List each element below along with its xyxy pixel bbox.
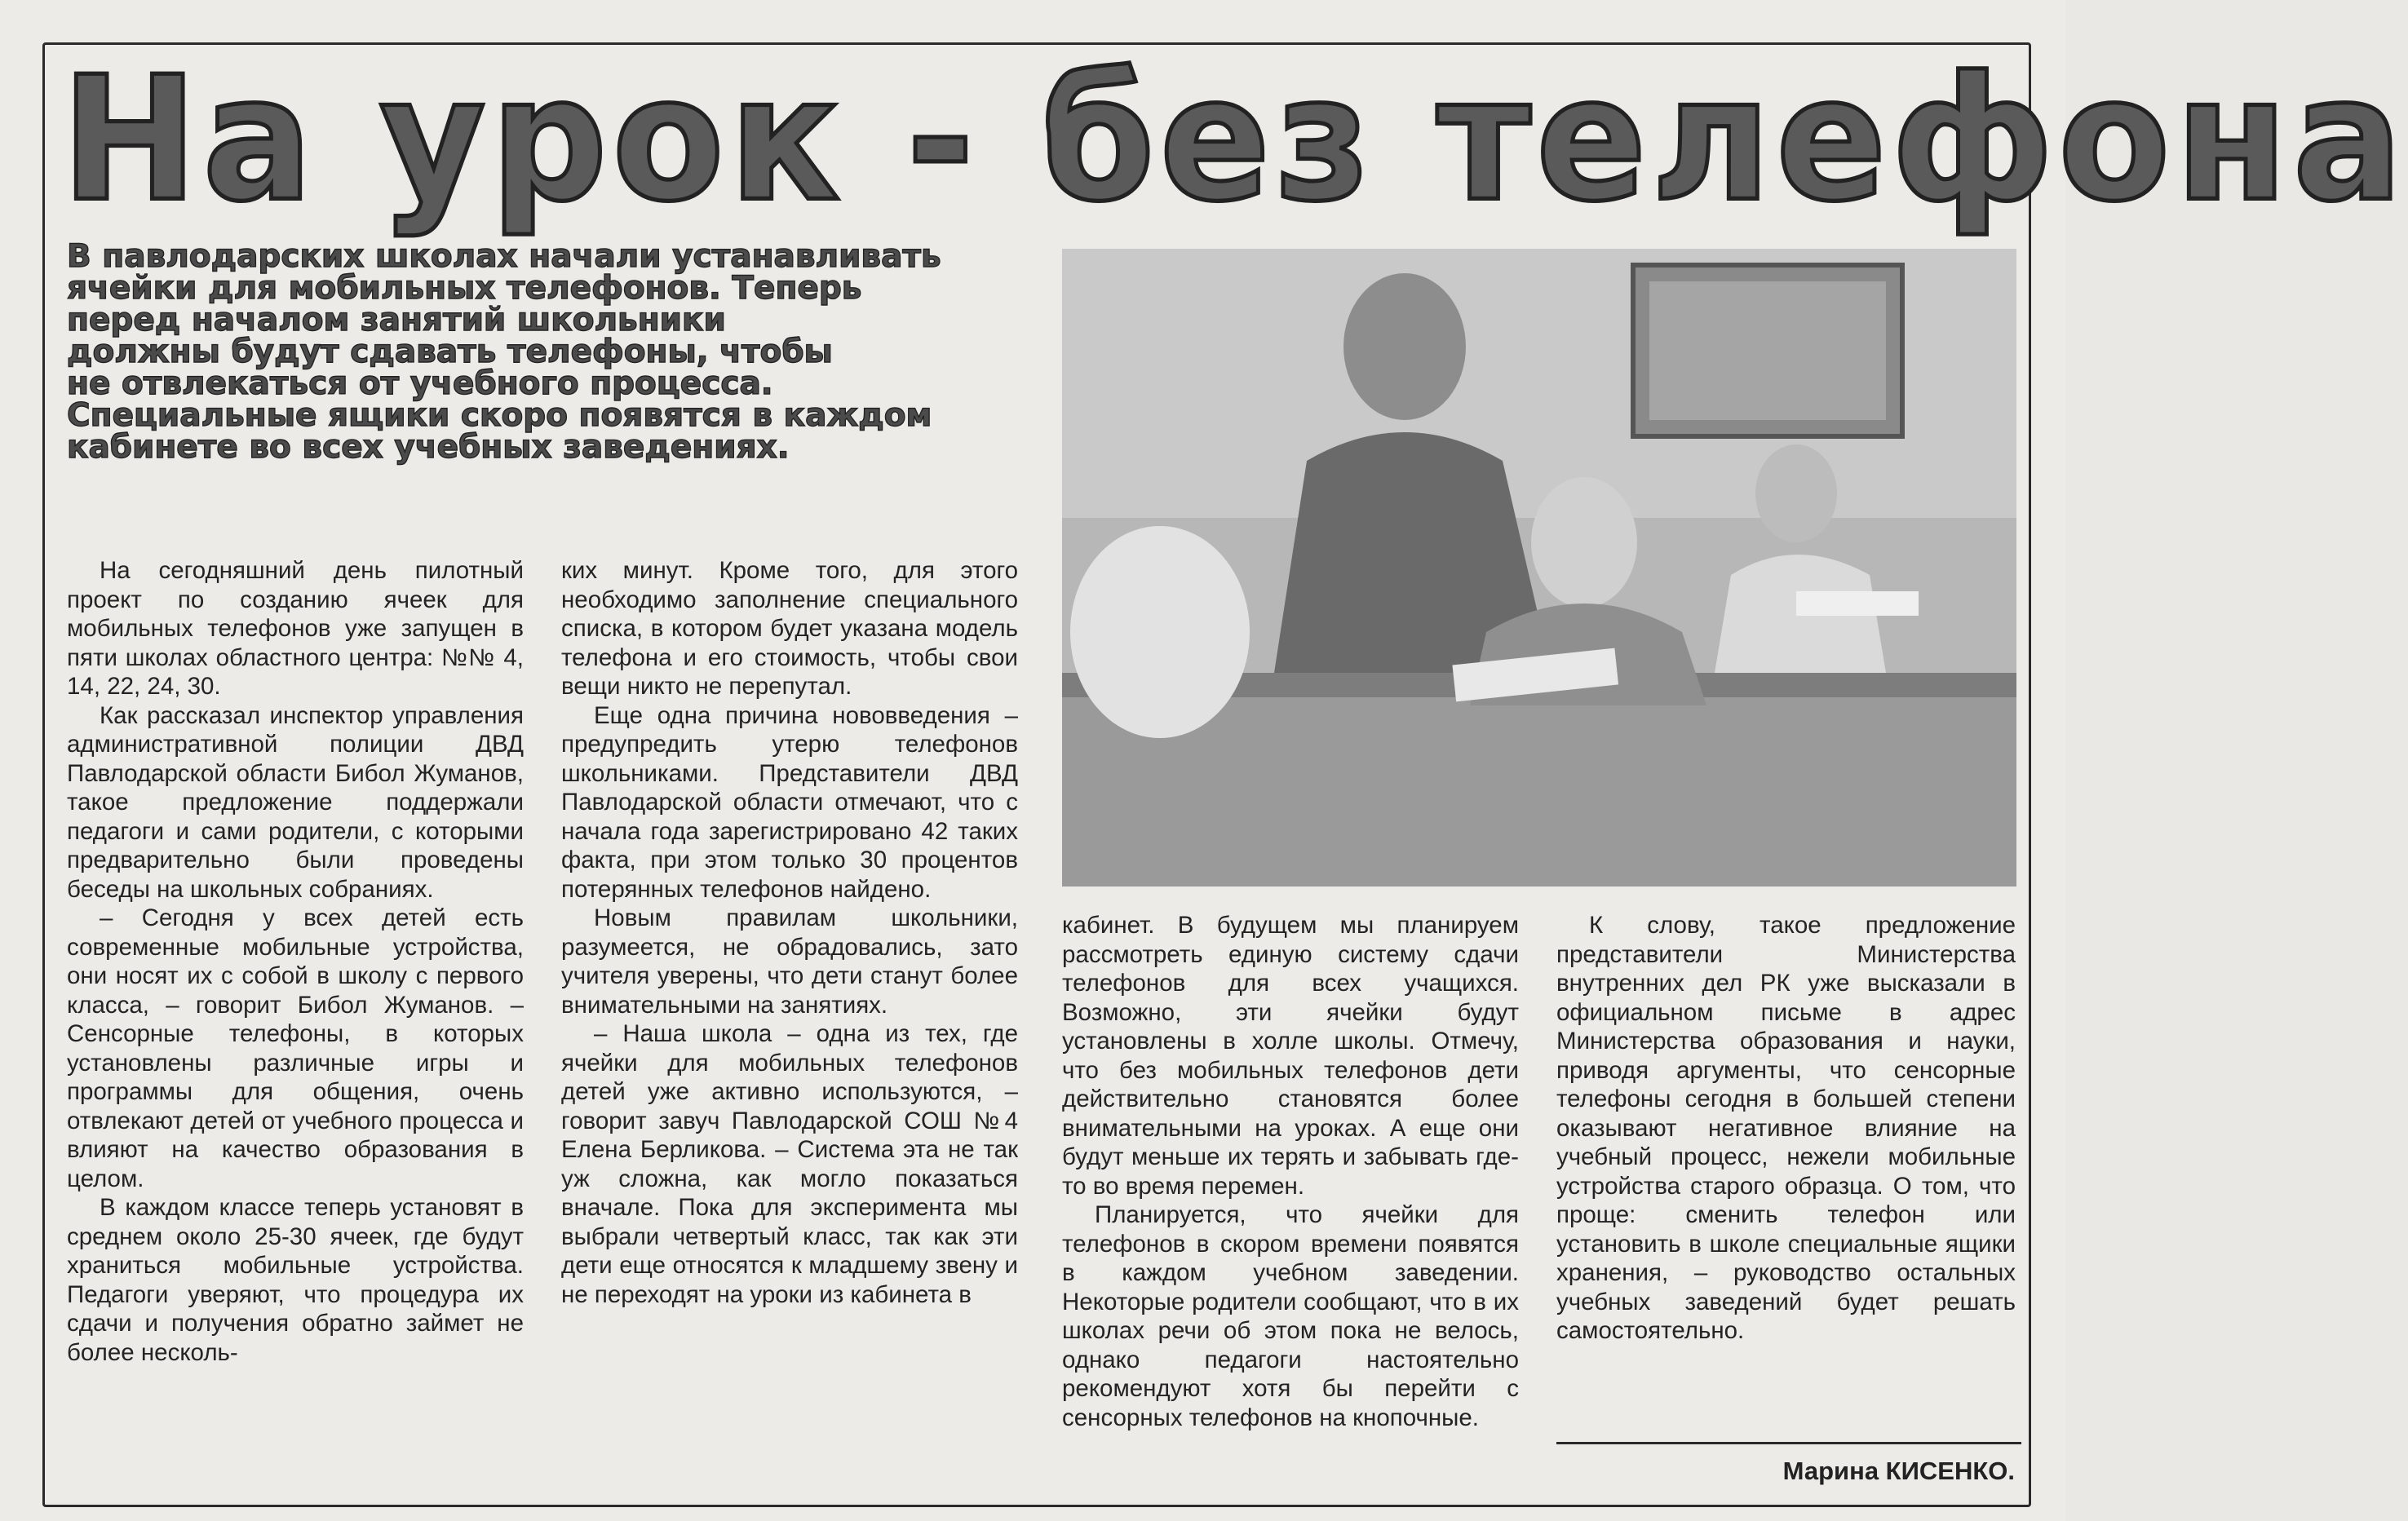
paragraph: К слову, такое предложение представители Министерства внутренних дел РК уже высказали в официальном письме в адрес Министерства образования и науки, приводя аргументы, что сенсорные телефоны сегодня в большей степени оказывают негативное влияние на учебный процесс, нежели мобильные устройства старого образца. О том, что проще: сменить телефон или установить в школе специальные ящики хранения, – руководство остальных учебных заведений будет решать самостоятельно. <box>1556 912 2016 1344</box>
paragraph: На сегодняшний день пилотный проект по созданию ячеек для мобильных телефонов уже запущен в пяти школах областного центра: №№ 4, 14, 22, 24, 30. <box>67 557 524 700</box>
article-photo <box>1062 249 2016 887</box>
article-column-1 <box>67 556 524 1486</box>
classroom-photo-illustration <box>1062 249 2016 887</box>
article-column-3 <box>1062 911 1519 1498</box>
paragraph: ких минут. Кроме того, для этого необходимо заполнение специального списка, в котором будет указана модель телефона и его стоимость, чтобы свои вещи никто не перепутал. <box>561 557 1018 700</box>
lead-line: не отвлекаться от учебного процесса. <box>67 365 773 402</box>
paragraph: кабинет. В будущем мы планируем рассмотреть единую систему сдачи телефонов для всех учащихся. Возможно, эти ячейки будут установлены в холле школы. Отмечу, что без мобильных телефонов дети действительно становятся более внимательными на уроках. А еще они будут меньше их терять и забывать где-то во время перемен. <box>1062 912 1519 1200</box>
headline: На урок - без телефона <box>61 40 2408 240</box>
paragraph: – Сегодня у всех детей есть современные мобильные устройства, они носят их с собой в школу с первого класса, – говорит Бибол Жуманов. – Сенсорные телефоны, в которых установлены различные игры и программы для общения, очень отвлекают детей от учебного процесса и влияют на качество образования в целом. <box>67 904 524 1192</box>
paragraph: – Наша школа – одна из тех, где ячейки для мобильных телефонов детей уже активно используются, – говорит завуч Павлодарской СОШ №4 Елена Берликова. – Система эта не так уж сложна, как могло показаться вначале. Пока для эксперимента мы выбрали четвертый класс, так как эти дети еще относятся к младшему звену и не переходят на уроки из кабинета в <box>561 1020 1018 1308</box>
byline-rule <box>1556 1442 2021 1444</box>
paragraph: Планируется, что ячейки для телефонов в скором времени появятся в каждом учебном заведении. Некоторые родители сообщают, что в их школах речи об этом пока не велось, однако педагоги настоятельно рекомендуют хотя бы перейти с сенсорных телефонов на кнопочные. <box>1062 1201 1519 1431</box>
article-column-2 <box>561 556 1018 1486</box>
author-byline: Марина КИСЕНКО. <box>1782 1457 2015 1485</box>
article-column-4 <box>1556 911 2016 1433</box>
paragraph: В каждом классе теперь установят в среднем около 25-30 ячеек, где будут храниться мобильные устройства. Педагоги уверяют, что процедура их сдачи и получения обратно займет не более несколь- <box>67 1194 524 1366</box>
lead-line: кабинете во всех учебных заведениях. <box>67 429 790 466</box>
paragraph: Новым правилам школьники, разумеется, не обрадовались, зато учителя уверены, что дети станут более внимательными на занятиях. <box>561 904 1018 1019</box>
lead-line: ячейки для мобильных телефонов. Теперь <box>67 270 862 307</box>
paragraph: Еще одна причина нововведения – предупредить утерю телефонов школьниками. Представители ДВД Павлодарской области отмечают, что с начала года зарегистрировано 42 таких факта, при этом только 30 процентов потерянных телефонов найдено. <box>561 701 1018 903</box>
lead-line: Специальные ящики скоро появятся в каждом <box>67 397 932 434</box>
lead-paragraph <box>67 238 1038 542</box>
paragraph: Как рассказал инспектор управления административной полиции ДВД Павлодарской области Бибол Жуманов, такое предложение поддержали педагоги и сами родители, с которыми предварительно были проведены беседы на школьных собраниях. <box>67 701 524 903</box>
lead-line: перед началом занятий школьники <box>67 302 726 338</box>
lead-line: должны будут сдавать телефоны, чтобы <box>67 334 833 370</box>
lead-line: В павлодарских школах начали устанавливать <box>67 238 941 275</box>
